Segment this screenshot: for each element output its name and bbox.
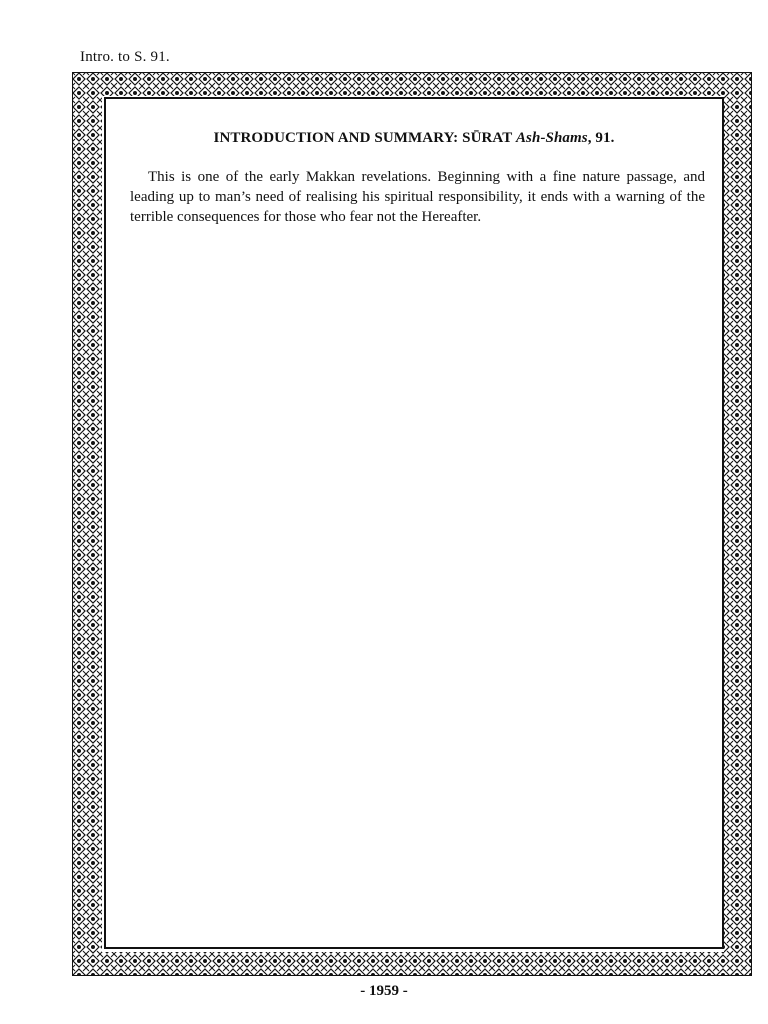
- summary-paragraph: This is one of the early Makkan revelations. Beginning with a fine nature passage, and leading up to man’s need of realising his spiritual responsibility, it ends with a warning of the terrible consequences for those who fear not the Hereafter.: [130, 169, 705, 225]
- heading-prefix: INTRODUCTION AND SUMMARY: SŪRAT: [213, 130, 516, 146]
- section-heading: [104, 130, 724, 147]
- surah-name: Ash-Shams: [515, 130, 588, 146]
- heading-suffix: , 91.: [587, 130, 615, 146]
- running-head: Intro. to S. 91.: [80, 49, 170, 65]
- page-number: - 1959 -: [360, 983, 408, 999]
